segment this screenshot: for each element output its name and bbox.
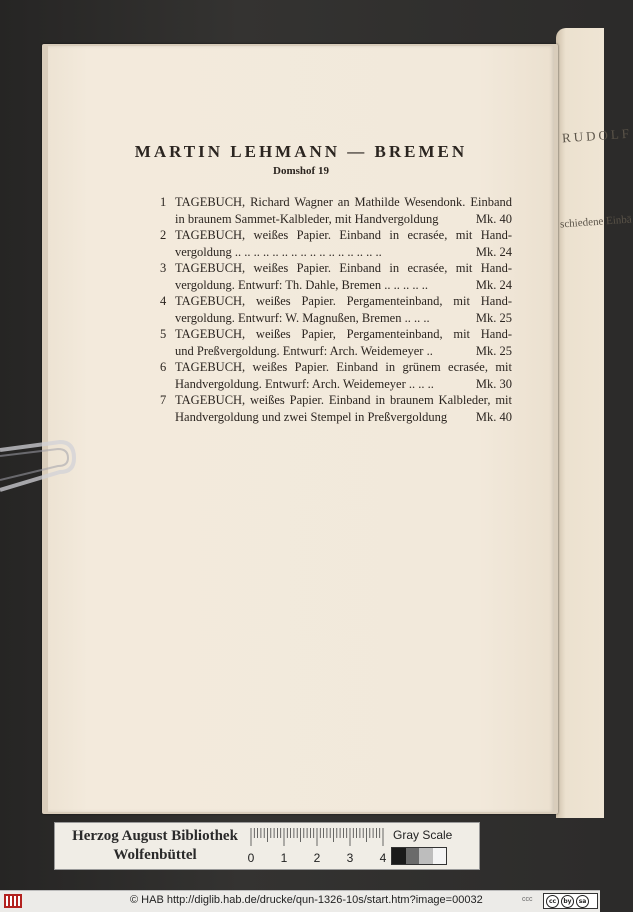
sa-icon: sa bbox=[576, 895, 589, 908]
catalog-entry bbox=[160, 392, 512, 425]
entry-text: vergoldung. Entwurf: Th. Dahle, Bremen .. .. .. .. .. bbox=[175, 277, 428, 292]
entry-number: 1 bbox=[160, 195, 167, 209]
gray-swatch bbox=[392, 848, 406, 864]
entry-text: TAGEBUCH, weißes Papier. Einband in ecrasée, mit Hand- bbox=[175, 228, 512, 242]
entry-line bbox=[175, 277, 512, 294]
entry-number: 2 bbox=[160, 228, 167, 242]
entry-number: 5 bbox=[160, 327, 167, 341]
entry-line bbox=[175, 359, 512, 376]
catalog-entry bbox=[160, 359, 512, 392]
entry-text: TAGEBUCH, weißes Papier, Pergamenteinband, mit Hand- bbox=[175, 327, 512, 341]
cc-license-badge[interactable] bbox=[543, 893, 598, 909]
entry-text: TAGEBUCH, weißes Papier. Pergamenteinband, mit Hand- bbox=[175, 294, 512, 308]
entry-line bbox=[175, 227, 512, 244]
gray-scale-swatches bbox=[391, 847, 447, 865]
entry-text: vergoldung .. .. .. .. .. .. .. .. .. .. .. .. .. .. .. .. bbox=[175, 244, 382, 259]
entry-price: Mk. 30 bbox=[475, 376, 512, 391]
cc-icon: cc bbox=[546, 895, 559, 908]
ruler-number: 1 bbox=[280, 851, 288, 865]
catalog-entry bbox=[160, 326, 512, 359]
entry-line bbox=[175, 343, 512, 360]
facing-page bbox=[556, 28, 633, 818]
hab-logo-icon bbox=[4, 894, 22, 908]
entry-price: Mk. 25 bbox=[475, 310, 512, 325]
ruler-number: 4 bbox=[379, 851, 387, 865]
gray-swatch bbox=[406, 848, 420, 864]
entry-price: Mk. 40 bbox=[475, 409, 512, 424]
page-title: MARTIN LEHMANN — BREMEN bbox=[134, 142, 468, 161]
entry-text: TAGEBUCH, Richard Wagner an Mathilde Wesendonk. Einband bbox=[175, 195, 512, 209]
entry-line bbox=[175, 211, 512, 228]
entry-line bbox=[175, 409, 512, 426]
entry-number: 3 bbox=[160, 261, 167, 275]
entry-line bbox=[175, 293, 512, 310]
entry-text: TAGEBUCH, weißes Papier. Einband in ecrasée, mit Hand- bbox=[175, 261, 512, 275]
entry-line bbox=[175, 376, 512, 393]
page-clip-icon bbox=[0, 432, 78, 502]
entry-line bbox=[175, 326, 512, 343]
entry-text: und Preßvergoldung. Entwurf: Arch. Weidemeyer .. bbox=[175, 343, 433, 358]
viewer-footer bbox=[0, 890, 600, 912]
entry-line bbox=[175, 392, 512, 409]
entry-price: Mk. 24 bbox=[475, 277, 512, 292]
by-icon: by bbox=[561, 895, 574, 908]
entry-text: Handvergoldung. Entwurf: Arch. Weidemeyer .. .. .. bbox=[175, 376, 434, 391]
ruler-number: 2 bbox=[313, 851, 321, 865]
catalog-entry bbox=[160, 194, 512, 227]
entry-text: TAGEBUCH, weißes Papier. Einband in braunem Kalbleder, mit bbox=[175, 393, 512, 407]
entry-price: Mk. 40 bbox=[475, 211, 512, 226]
ruler-number: 0 bbox=[247, 851, 255, 865]
catalog-entries bbox=[160, 194, 512, 425]
ruler-number: 3 bbox=[346, 851, 354, 865]
library-color-bar bbox=[54, 822, 480, 870]
library-name bbox=[65, 827, 245, 865]
library-name-line2: Wolfenbüttel bbox=[113, 847, 197, 863]
entry-line bbox=[175, 194, 512, 211]
gray-swatch bbox=[433, 848, 447, 864]
entry-number: 6 bbox=[160, 360, 167, 374]
entry-number: 4 bbox=[160, 294, 167, 308]
entry-line bbox=[175, 244, 512, 261]
footer-url-text[interactable]: © HAB http://diglib.hab.de/drucke/qun-1326-10s/start.htm?image=00032 bbox=[130, 894, 483, 906]
footer-small-mark: ccc bbox=[522, 896, 533, 903]
facing-page-text: schiedene Einbä bbox=[559, 213, 633, 231]
gray-scale-label: Gray Scale bbox=[393, 828, 453, 842]
entry-number: 7 bbox=[160, 393, 167, 407]
entry-line bbox=[175, 310, 512, 327]
catalog-entry bbox=[160, 293, 512, 326]
entry-text: TAGEBUCH, weißes Papier. Einband in grünem ecrasée, mit bbox=[175, 360, 512, 374]
catalog-entry bbox=[160, 227, 512, 260]
page-subtitle: Domshof 19 bbox=[273, 165, 329, 177]
entry-line bbox=[175, 260, 512, 277]
catalog-entry bbox=[160, 260, 512, 293]
gray-swatch bbox=[419, 848, 433, 864]
ruler-scale bbox=[247, 826, 387, 866]
entry-text: vergoldung. Entwurf: W. Magnußen, Bremen .. .. .. bbox=[175, 310, 430, 325]
entry-text: in braunem Sammet-Kalbleder, mit Handvergoldung bbox=[175, 211, 439, 226]
entry-price: Mk. 24 bbox=[475, 244, 512, 259]
entry-price: Mk. 25 bbox=[475, 343, 512, 358]
library-name-line1: Herzog August Bibliothek bbox=[72, 828, 238, 844]
entry-text: Handvergoldung und zwei Stempel in Preßvergoldung bbox=[175, 409, 448, 424]
facing-page-heading: RUDOLF bbox=[561, 125, 633, 146]
